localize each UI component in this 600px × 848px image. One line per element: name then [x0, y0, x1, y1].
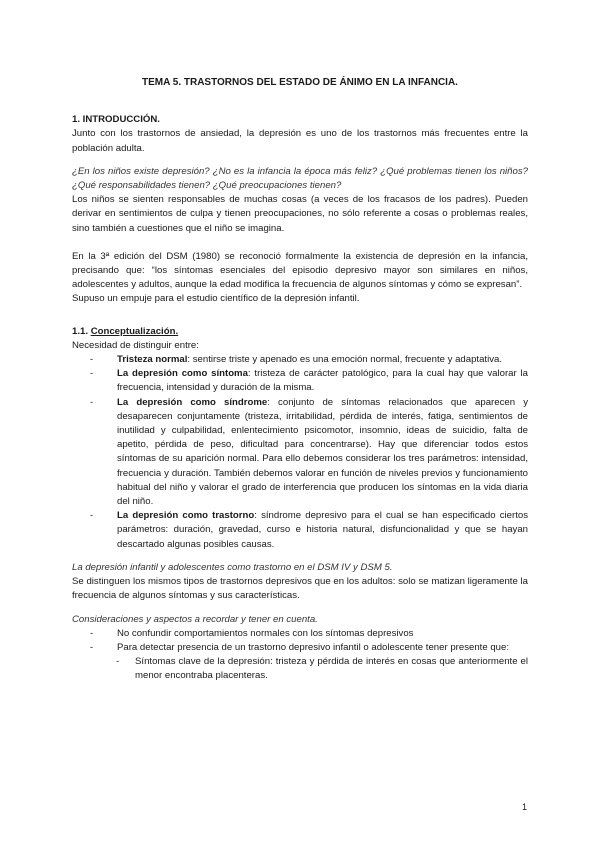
- list-item-term: Tristeza normal: [117, 354, 188, 366]
- list-item-text: : conjunto de síntomas relacionados que aparecen y desaparecen conjuntamente (tristeza, irritabilidad, pérdida de interés, fatiga, sentimientos de inutilidad y culpabilidad, enlentecimiento psicomotor, insomnio, ideas de suicidio, falta de apetito, pérdida de peso, dificultad para concentrarse). Hay que diferenciar todos estos síntomas de su aparición normal. Para ello debemos considerar los tres parámetros: intensidad, frecuencia y duración. También debemos valorar en función de niveles previos y funcionamiento habitual del niño y valorar el grado de interferencia que producen los síntomas en la vida diaria del niño.: [117, 396, 528, 508]
- list-item-text: : síndrome depresivo para el cual se han especificado ciertos parámetros: duración, gravedad, curso e historia natural, disfuncionalidad y que se hayan descartado algunas posibles causas.: [117, 510, 529, 550]
- subsection-title: Conceptualización.: [90, 325, 179, 337]
- list-item: - Para detectar presencia de un trastorno depresivo infantil o adolescente tener presente que:: [72, 641, 528, 655]
- list-item-text: : tristeza de carácter patológico, para la cual hay que valorar la frecuencia, intensidad y duración de la misma.: [117, 368, 528, 394]
- list-item: [72, 367, 528, 395]
- page-number: 1: [521, 802, 527, 812]
- paragraph-intro-1: Junto con los trastornos de ansiedad, la depresión es uno de los trastornos más frecuentes entre la población adulta.: [72, 128, 528, 154]
- document-title: TEMA 5. TRASTORNOS DEL ESTADO DE ÁNIMO EN LA INFANCIA.: [142, 77, 458, 88]
- considerations-list: [72, 627, 528, 655]
- list-item: [72, 396, 528, 510]
- list-item: - No confundir comportamientos normales con los síntomas depresivos: [72, 627, 528, 641]
- distinction-list: [72, 353, 528, 552]
- paragraph-dsm: Se distinguen los mismos tipos de trastornos depresivos que en los adultos: solo se matizan ligeramente la frecuencia de algunos síntomas y sus características.: [72, 576, 528, 602]
- subsection-heading-conceptualizacion: [72, 325, 528, 339]
- italic-dsm-heading: La depresión infantil y adolescentes como trastorno en el DSM IV y DSM 5.: [72, 561, 393, 573]
- list-item: [72, 509, 528, 552]
- list-item-term: La depresión como síntoma: [117, 368, 248, 380]
- section-heading-introduccion: 1. INTRODUCCIÓN.: [72, 114, 160, 126]
- list-item: - Síntomas clave de la depresión: tristeza y pérdida de interés en cosas que anteriormente el menor encontraba placenteras.: [72, 655, 528, 683]
- list-item-text: : sentirse triste y apenado es una emoción normal, frecuente y adaptativa.: [187, 354, 503, 366]
- italic-questions: ¿En los niños existe depresión? ¿No es la infancia la época más feliz? ¿Qué problemas tienen los niños? ¿Qué responsabilidades tienen? ¿Qué preocupaciones tienen?: [72, 165, 528, 192]
- italic-considerations-heading: Consideraciones y aspectos a recordar y tener en cuenta.: [72, 613, 318, 625]
- paragraph-intro-2: Los niños se sienten responsables de muchas cosas (a veces de los fracasos de los padres). Pueden derivar en sentimientos de culpa y tienen preocupaciones, no sólo referente a cosas o problemas reales, sino también a cuestiones que el niño se imagina.: [72, 194, 528, 234]
- paragraph-distinguir: Necesidad de distinguir entre:: [72, 339, 199, 351]
- considerations-sublist: [72, 655, 528, 683]
- list-item-term: La depresión como síndrome: [117, 396, 268, 408]
- paragraph-intro-3: En la 3ª edición del DSM (1980) se reconoció formalmente la existencia de depresión en la infancia, precisando que: “los síntomas esenciales del episodio depresivo mayor son similares en niños, adolescentes y adultos, aunque la edad modifica la frecuencia de algunos síntomas y cómo se expresan”.: [72, 250, 528, 291]
- subsection-number: 1.1.: [72, 325, 89, 337]
- list-item: [72, 353, 528, 367]
- list-item-term: La depresión como trastorno: [117, 510, 255, 522]
- paragraph-intro-4: Supuso un empuje para el estudio científico de la depresión infantil.: [72, 293, 360, 305]
